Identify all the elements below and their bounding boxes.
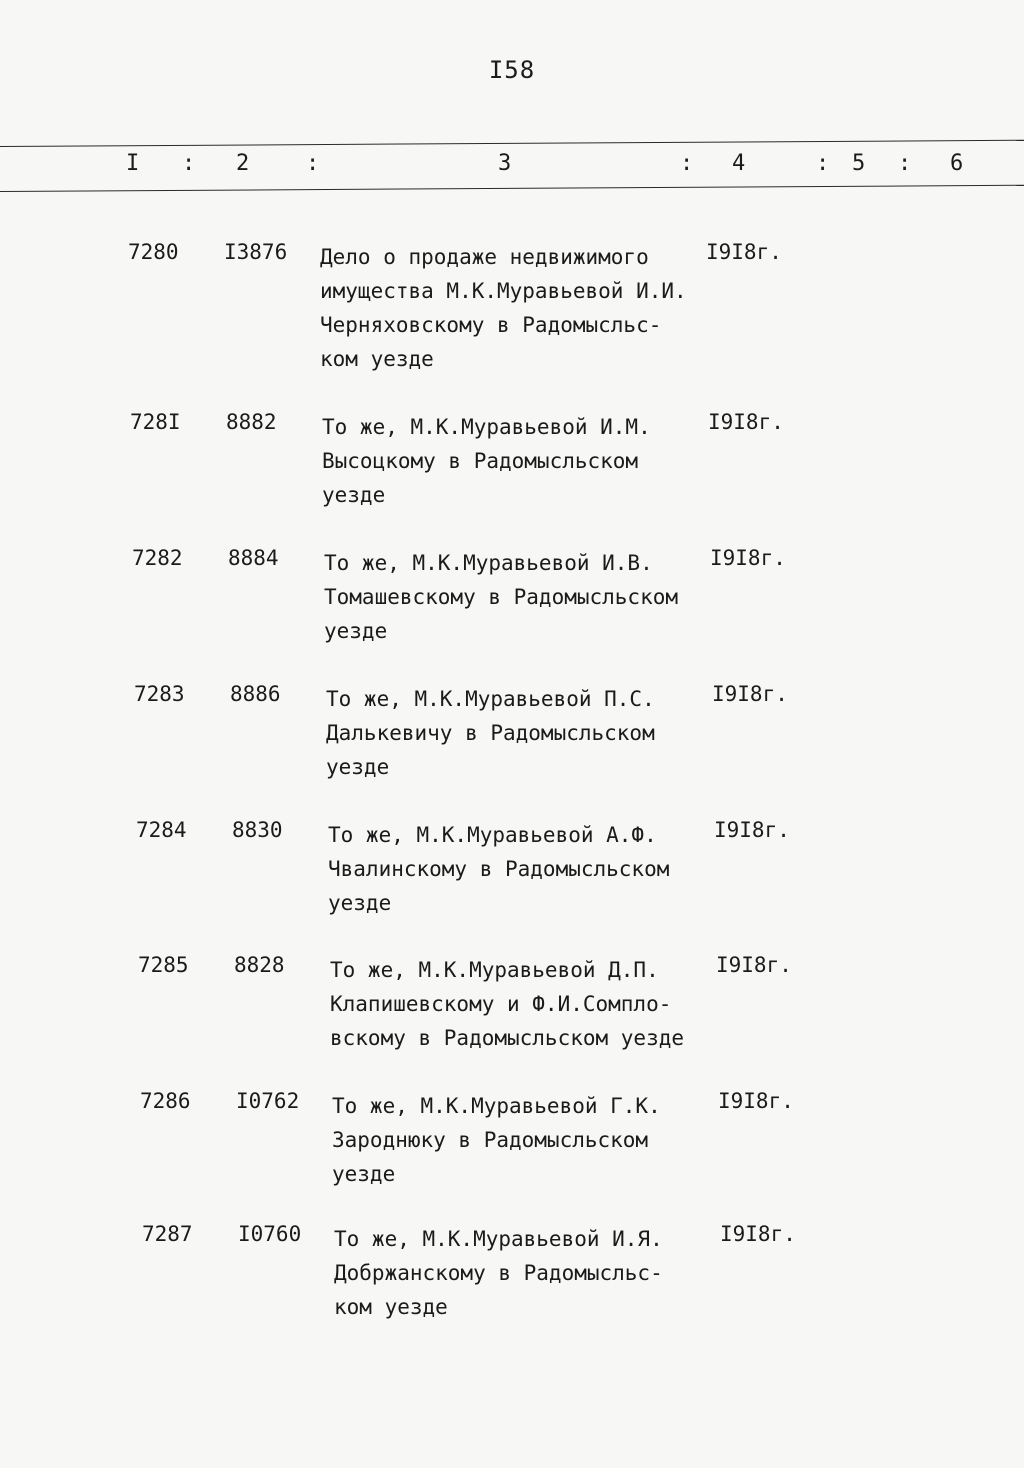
description-line: То же, М.К.Муравьевой А.Ф.: [328, 823, 657, 847]
description-line: Чвалинскому в Радомысльском: [328, 857, 670, 881]
header-col-6: 6: [950, 151, 964, 176]
record-year: I9I8г.: [710, 546, 786, 570]
description-line: уезде: [324, 619, 388, 643]
header-separator: :: [898, 151, 912, 176]
description-line: То же, М.К.Муравьевой И.Я.: [334, 1227, 663, 1251]
old-record-number: I0760: [238, 1222, 302, 1246]
old-record-number: I0762: [236, 1089, 300, 1113]
record-year: I9I8г.: [720, 1222, 796, 1246]
record-year: I9I8г.: [712, 682, 788, 706]
header-col-2: 2: [236, 151, 250, 176]
record-number: 7284: [136, 818, 187, 842]
description-line: Далькевичу в Радомысльском: [326, 721, 655, 745]
old-record-number: 8882: [226, 410, 277, 434]
record-number: 7280: [128, 240, 179, 264]
table-row: [4, 546, 1024, 686]
description-line: Зароднюку в Радомысльском: [332, 1128, 649, 1152]
description-line: Томашевскому в Радомысльском: [324, 585, 679, 609]
description-line: уезде: [328, 891, 392, 915]
record-description: [326, 682, 716, 784]
description-line: ком уезде: [334, 1295, 448, 1319]
header-separator: :: [680, 151, 694, 176]
header-separator: :: [816, 151, 830, 176]
description-line: Черняховскому в Радомысльс-: [320, 313, 662, 337]
old-record-number: 8828: [234, 953, 285, 977]
record-number: 728I: [130, 410, 181, 434]
description-line: Добржанскому в Радомысльс-: [334, 1261, 663, 1285]
table-row: [8, 818, 1024, 958]
description-line: То же, М.К.Муравьевой И.В.: [324, 551, 653, 575]
record-description: [324, 546, 714, 648]
table-row: [12, 1089, 1024, 1229]
page-number: I58: [488, 56, 536, 84]
table-row: [2, 410, 1024, 550]
record-year: I9I8г.: [714, 818, 790, 842]
header-col-3: 3: [498, 151, 512, 176]
record-description: [328, 818, 718, 920]
table-row: [0, 240, 1024, 380]
record-year: I9I8г.: [706, 240, 782, 264]
record-number: 7287: [142, 1222, 193, 1246]
description-line: уезде: [332, 1162, 396, 1186]
table-row: [6, 682, 1024, 822]
old-record-number: 8886: [230, 682, 281, 706]
record-number: 7282: [132, 546, 183, 570]
header-separator: :: [306, 151, 320, 176]
header-separator: :: [182, 151, 196, 176]
record-number: 7283: [134, 682, 185, 706]
old-record-number: I3876: [224, 240, 288, 264]
old-record-number: 8884: [228, 546, 279, 570]
record-description: [320, 240, 710, 376]
record-description: [330, 953, 720, 1055]
description-line: вскому в Радомысльском уезде: [330, 1026, 685, 1050]
description-line: уезде: [322, 483, 386, 507]
description-line: уезде: [326, 755, 390, 779]
record-description: [322, 410, 712, 512]
record-description: [332, 1089, 722, 1191]
description-line: То же, М.К.Муравьевой Г.К.: [332, 1094, 661, 1118]
table-row: [10, 953, 1024, 1093]
record-year: I9I8г.: [716, 953, 792, 977]
record-description: [334, 1222, 724, 1324]
description-line: То же, М.К.Муравьевой Д.П.: [330, 958, 659, 982]
description-line: Клапишевскому и Ф.И.Сомплo-: [330, 992, 672, 1016]
header-col-4: 4: [732, 151, 746, 176]
description-line: имущества М.К.Муравьевой И.И.: [320, 279, 687, 303]
description-line: Дело о продаже недвижимого: [320, 245, 649, 269]
record-year: I9I8г.: [718, 1089, 794, 1113]
record-number: 7286: [140, 1089, 191, 1113]
header-col-5: 5: [852, 151, 866, 176]
record-year: I9I8г.: [708, 410, 784, 434]
old-record-number: 8830: [232, 818, 283, 842]
header-col-1: I: [126, 151, 140, 176]
description-line: Высоцкому в Радомысльском: [322, 449, 639, 473]
table-row: [14, 1222, 1024, 1362]
description-line: ком уезде: [320, 347, 434, 371]
description-line: То же, М.К.Муравьевой И.М.: [322, 415, 651, 439]
record-number: 7285: [138, 953, 189, 977]
description-line: То же, М.К.Муравьевой П.С.: [326, 687, 655, 711]
